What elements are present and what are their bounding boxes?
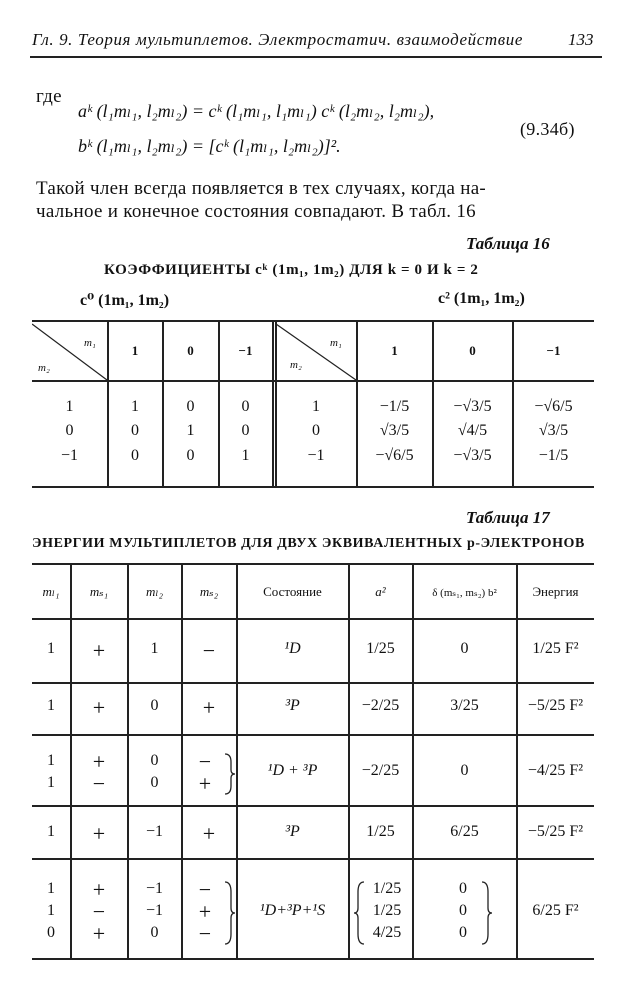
t17-cell-ms1: + — [92, 921, 106, 946]
table17-label: Таблица 17 — [466, 508, 550, 527]
t17-cell-ml2: 0 — [150, 752, 159, 769]
t16-right-cell: √3/5 — [538, 422, 569, 439]
t16-right-cell: −√6/5 — [375, 447, 414, 464]
t17-group3-brace — [223, 752, 237, 796]
t16-left-corner-m2: m₂ — [38, 362, 50, 374]
t16-right-cell: √3/5 — [379, 422, 410, 439]
t17-header-ms2: mₛ₂ — [199, 584, 219, 599]
t16-left-cell: 0 — [241, 422, 250, 439]
t17-cell-state: ¹D + ³P — [267, 762, 318, 779]
t17-cell-ml1: 1 — [47, 774, 55, 791]
t16-left-col-header: 0 — [187, 343, 194, 358]
t16-left-cell: 0 — [131, 447, 139, 464]
t17-vline — [412, 563, 414, 958]
formula-number: (9.34б) — [520, 119, 575, 139]
t16-left-corner-m1: m₁ — [84, 337, 96, 349]
t16-left-col-header: −1 — [238, 343, 253, 358]
t17-cell-ml1: 1 — [47, 902, 55, 919]
formula-line-1: aᵏ (l₁mₗ₁, l₂mₗ₂) = cᵏ (l₁mₗ₁, l₁mₗ₁) cᵏ (l₂mₗ₂, l₂mₗ₂), — [78, 101, 435, 121]
t16-left-m2: −1 — [60, 447, 79, 464]
t17-cell-ms2: + — [202, 821, 216, 846]
t17-cell-db2: 3/25 — [450, 697, 479, 714]
table17-row-rule — [32, 858, 594, 860]
t17-cell-ms1: + — [92, 638, 106, 663]
t17-cell-a2: 1/25 — [366, 640, 395, 657]
t17-cell-energy: −5/25 F² — [527, 697, 584, 714]
t17-cell-ms1: − — [92, 771, 106, 796]
t16-left-cell: 1 — [131, 398, 139, 415]
t17-cell-energy: 1/25 F² — [532, 640, 579, 657]
t16-left-cell: 0 — [186, 447, 195, 464]
t17-header-a2: a² — [375, 584, 386, 599]
t17-cell-ml1: 0 — [47, 924, 55, 941]
t16-left-cell: 0 — [131, 422, 139, 439]
t17-cell-ms1: − — [92, 899, 106, 924]
t16-left-col-header: 1 — [131, 343, 139, 358]
t16-right-cell: √4/5 — [457, 422, 488, 439]
t16-right-cell: −√3/5 — [453, 398, 492, 415]
t16-right-m2: 1 — [312, 398, 320, 415]
t17-header-ml2: mₗ₂ — [145, 584, 164, 599]
t17-cell-a2: 1/25 — [366, 823, 395, 840]
t16-right-cell: −1/5 — [379, 398, 410, 415]
header-rule — [30, 56, 602, 58]
t17-cell-ms1: + — [92, 821, 106, 846]
t16-right-corner-m2: m₂ — [290, 359, 302, 371]
t17-cell-a2: 4/25 — [372, 924, 402, 941]
table17-row-rule — [32, 805, 594, 807]
t17-cell-ms2: − — [198, 749, 212, 774]
table17-row-rule — [32, 682, 594, 684]
t17-cell-ml1: 1 — [47, 880, 55, 897]
t17-cell-energy: 6/25 F² — [532, 902, 579, 919]
t17-cell-ml1: 1 — [47, 752, 55, 769]
t17-cell-ms1: + — [92, 749, 106, 774]
t17-cell-state: ³P — [285, 823, 300, 840]
t17-cell-ml2: −1 — [145, 902, 164, 919]
t17-cell-state: ³P — [285, 697, 300, 714]
t17-header-ms1: mₛ₁ — [89, 584, 109, 599]
table16-label: Таблица 16 — [466, 234, 550, 253]
t17-cell-db2: 6/25 — [450, 823, 479, 840]
t16-left-cell: 1 — [186, 422, 195, 439]
running-header: Гл. 9. Теория мультиплетов. Электростатич. взаимодействие — [32, 30, 523, 49]
t17-cell-db2: 0 — [459, 880, 467, 897]
t17-cell-energy: −4/25 F² — [527, 762, 584, 779]
t17-cell-a2: −2/25 — [361, 697, 400, 714]
t16-right-cell: −√6/5 — [534, 398, 573, 415]
table17-bottom-rule — [32, 958, 594, 960]
t16-right-corner-m1: m₁ — [330, 337, 342, 349]
t17-cell-ms2: − — [198, 877, 212, 902]
table16-bottom-rule — [32, 486, 594, 488]
t16-right-m2: −1 — [307, 447, 325, 464]
t17-group5-brace-right — [223, 880, 237, 946]
t17-cell-ms2: + — [198, 899, 212, 924]
t17-cell-db2: 0 — [460, 640, 469, 657]
t16-right-m2: 0 — [312, 422, 320, 439]
t16-right-col-header: 1 — [391, 343, 398, 358]
t17-cell-ml2: 0 — [150, 924, 159, 941]
t16-left-cell: 0 — [241, 398, 250, 415]
t17-cell-ml1: 1 — [47, 697, 55, 714]
t17-cell-ml2: −1 — [145, 880, 164, 897]
t17-group5-brace-db2 — [480, 880, 494, 946]
table17-row-rule — [32, 734, 594, 736]
t17-cell-ms2: + — [198, 771, 212, 796]
t17-vline — [516, 563, 518, 958]
paragraph-line-1: Такой член всегда появляется в тех случаях, когда на- — [36, 178, 487, 199]
t16-vline — [272, 320, 274, 486]
t17-cell-ms2: − — [202, 638, 216, 663]
t17-cell-ml2: 0 — [150, 774, 159, 791]
t17-cell-ms2: − — [198, 921, 212, 946]
paragraph-line-2: чальное и конечное состояния совпадают. В табл. 16 — [36, 201, 476, 222]
table17-title: ЭНЕРГИИ МУЛЬТИПЛЕТОВ ДЛЯ ДВУХ ЭКВИВАЛЕНТНЫХ p-ЭЛЕКТРОНОВ — [32, 536, 585, 551]
t17-cell-db2: 0 — [459, 924, 467, 941]
t16-left-m2: 1 — [65, 398, 74, 415]
t17-cell-state: ¹D+³P+¹S — [259, 902, 326, 919]
t17-header-ml1: mₗ₁ — [42, 584, 60, 599]
t17-cell-ml2: 0 — [150, 697, 159, 714]
table16-right-caption: c² (1m₁, 1m₂) — [438, 290, 525, 307]
table16-right-corner-diagonal — [276, 320, 358, 382]
t17-cell-ms1: + — [92, 877, 106, 902]
t17-cell-ml1: 1 — [47, 640, 55, 657]
t17-cell-a2: −2/25 — [361, 762, 400, 779]
table16-title: КОЭФФИЦИЕНТЫ cᵏ (1m₁, 1m₂) ДЛЯ k = 0 И k = 2 — [104, 262, 479, 278]
formula-line-2: bᵏ (l₁mₗ₁, l₂mₗ₂) = [cᵏ (l₁mₗ₁, l₂mₗ₂)]². — [78, 136, 341, 156]
table17-header-rule — [32, 618, 594, 620]
t16-right-col-header: −1 — [546, 343, 561, 358]
t17-cell-a2: 1/25 — [372, 880, 402, 897]
t17-header-energy: Энергия — [532, 584, 579, 599]
t17-cell-a2: 1/25 — [372, 902, 402, 919]
t16-right-cell: −√3/5 — [453, 447, 492, 464]
t16-right-col-header: 0 — [469, 343, 476, 358]
t17-vline — [348, 563, 350, 958]
t17-cell-db2: 0 — [459, 902, 467, 919]
t17-cell-db2: 0 — [460, 762, 469, 779]
table17-top-rule — [32, 563, 594, 565]
t17-header-state: Состояние — [263, 584, 322, 599]
table16-left-caption: c⁰ (1m₁, 1m₂) — [80, 292, 170, 309]
t16-left-cell: 1 — [241, 447, 250, 464]
t17-cell-energy: −5/25 F² — [527, 823, 584, 840]
t16-left-m2: 0 — [65, 422, 74, 439]
formula-intro: где — [36, 86, 62, 107]
t17-cell-ml2: −1 — [145, 823, 164, 840]
t16-right-cell: −1/5 — [538, 447, 569, 464]
t17-cell-ms2: + — [202, 695, 216, 720]
t16-left-cell: 0 — [186, 398, 195, 415]
t17-cell-ml2: 1 — [150, 640, 159, 657]
t17-cell-ms1: + — [92, 695, 106, 720]
t17-cell-ml1: 1 — [47, 823, 55, 840]
page-number: 133 — [568, 30, 594, 49]
t17-header-delta-b2: δ (mₛ₁, mₛ₂) b² — [432, 587, 497, 599]
t17-cell-state: ¹D — [284, 640, 301, 657]
